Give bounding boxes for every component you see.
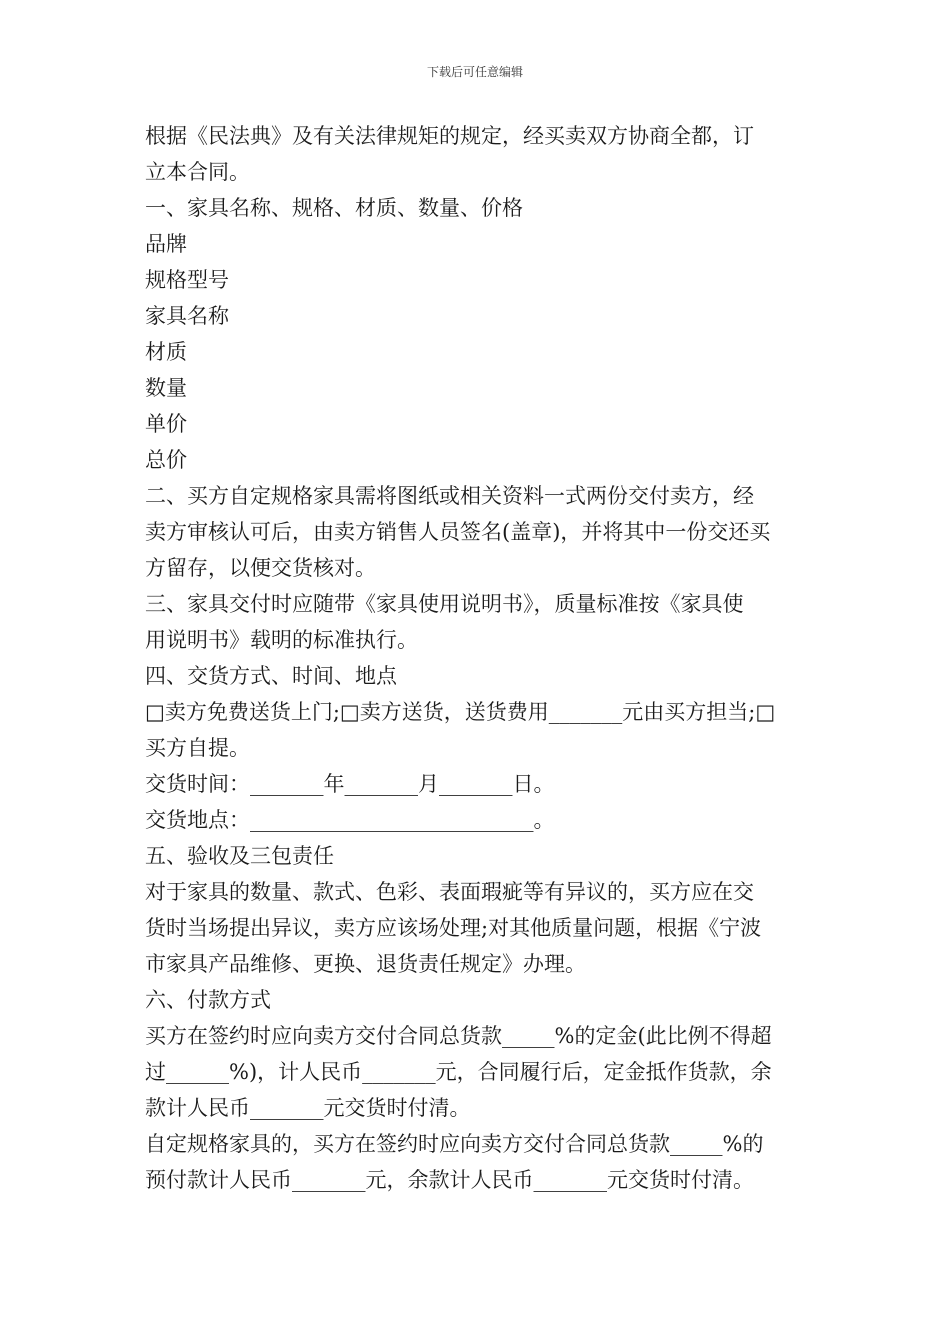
text-line: 方留存，以便交货核对。 [145,556,376,580]
text-line: 预付款计人民币_______元，余款计人民币_______元交货时付清。 [145,1168,754,1192]
paragraph [145,298,809,334]
text-line: 过______%)，计人民币_______元，合同履行后，定金抵作货款，余 [145,1060,772,1084]
paragraph [145,190,809,226]
text-line: 对于家具的数量、款式、色彩、表面瑕疵等有异议的，买方应在交 [145,880,754,904]
paragraph [145,766,809,802]
text-line: 卖方审核认可后，由卖方销售人员签名(盖章)，并将其中一份交还买 [145,520,771,544]
paragraph [145,118,809,190]
text-line: 立本合同。 [145,160,250,184]
text-line: 三、家具交付时应随带《家具使用说明书》，质量标准按《家具使 [145,592,744,616]
paragraph [145,370,809,406]
text-line: 自定规格家具的，买方在签约时应向卖方交付合同总货款_____%的 [145,1132,764,1156]
text-line: 五、验收及三包责任 [145,844,334,868]
text-line: 交货地点：___________________________。 [145,808,555,832]
paragraph [145,442,809,478]
paragraph [145,478,809,586]
text-line: 单价 [145,412,187,436]
text-line: 总价 [145,448,187,472]
text-line: 市家具产品维修、更换、退货责任规定》办理。 [145,952,586,976]
paragraph [145,226,809,262]
paragraph [145,1126,809,1198]
text-line: 品牌 [145,232,187,256]
text-line: 材质 [145,340,187,364]
paragraph [145,1018,809,1126]
text-line: 货时当场提出异议，卖方应该场处理;对其他质量问题，根据《宁波 [145,916,762,940]
text-line: 六、付款方式 [145,988,271,1012]
text-line: 款计人民币_______元交货时付清。 [145,1096,471,1120]
paragraph [145,262,809,298]
text-line: 根据《民法典》及有关法律规矩的规定，经买卖双方协商全都，订 [145,124,754,148]
text-line: 用说明书》载明的标准执行。 [145,628,418,652]
text-line: 四、交货方式、时间、地点 [145,664,397,688]
paragraph [145,874,809,982]
text-line: 数量 [145,376,187,400]
paragraph [145,694,809,766]
paragraph [145,838,809,874]
paragraph [145,406,809,442]
text-line: 二、买方自定规格家具需将图纸或相关资料一式两份交付卖方，经 [145,484,754,508]
text-line: 规格型号 [145,268,229,292]
page-header: 下载后可任意编辑 [426,65,523,79]
text-line: 交货时间：_______年_______月_______日。 [145,772,555,796]
text-line: 买方自提。 [145,736,250,760]
paragraph [145,658,809,694]
paragraph [145,802,809,838]
text-line: 买方在签约时应向卖方交付合同总货款_____%的定金(此比例不得超 [145,1024,772,1048]
paragraph [145,586,809,658]
paragraph [145,982,809,1018]
paragraph [145,334,809,370]
text-line: 一、家具名称、规格、材质、数量、价格 [145,196,523,220]
text-line: □卖方免费送货上门;□卖方送货，送货费用_______元由买方担当;□ [145,700,776,724]
text-line: 家具名称 [145,304,229,328]
document-body [145,118,809,1198]
